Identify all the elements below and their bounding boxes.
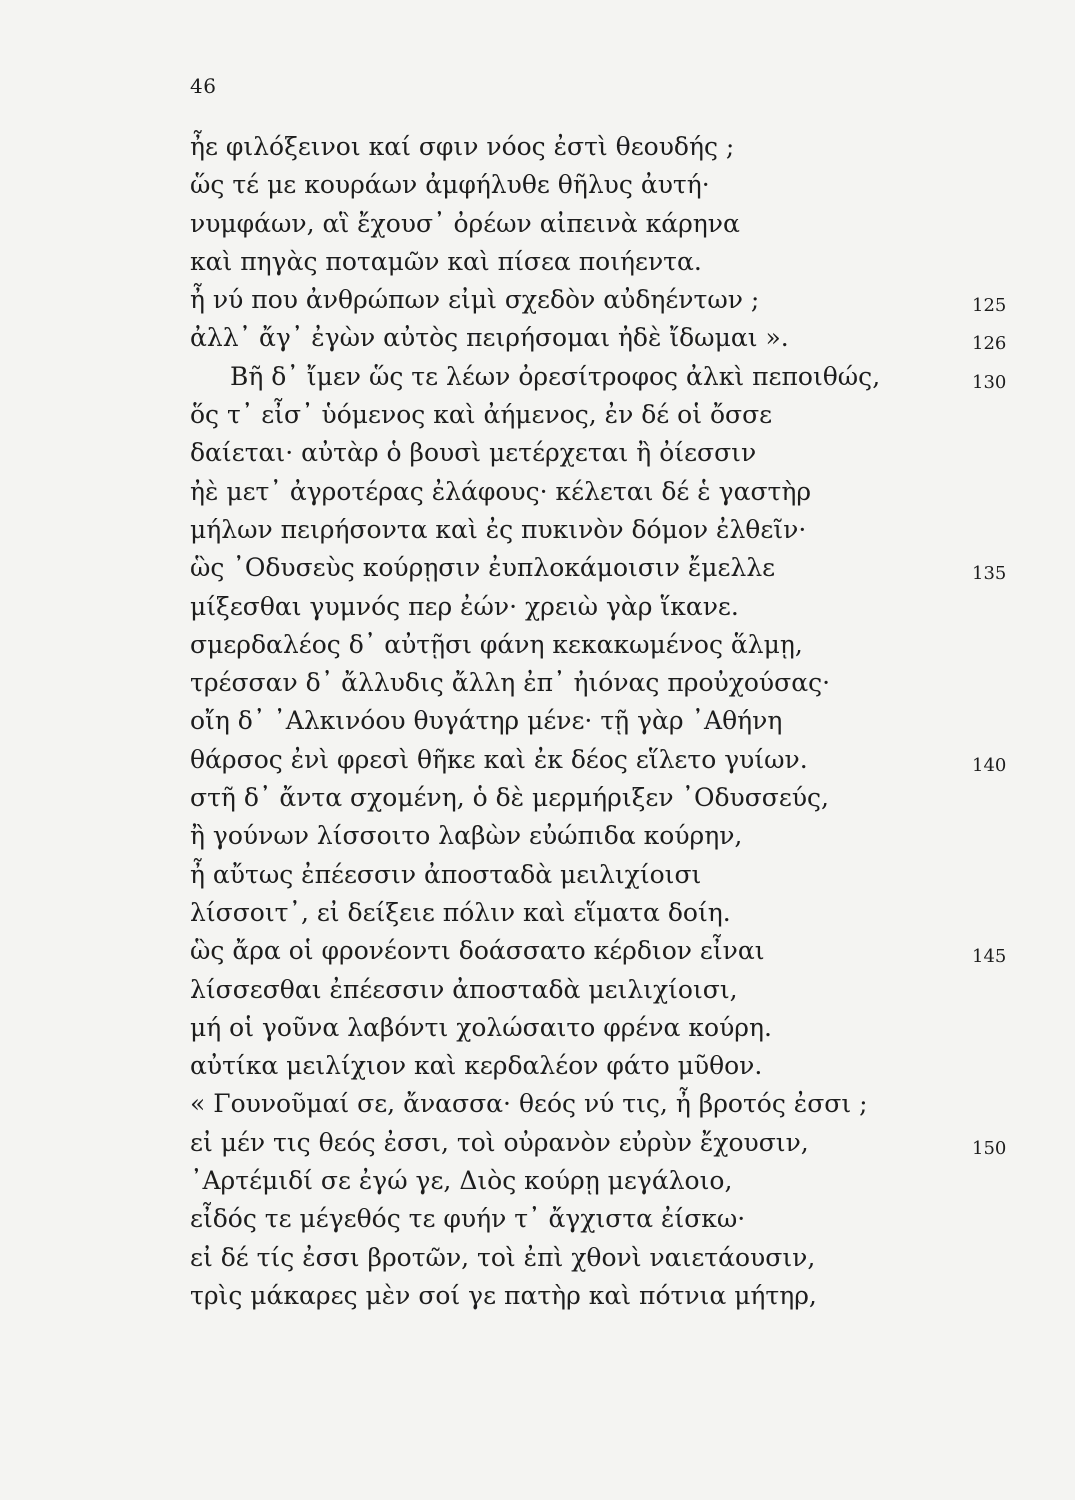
verse-text: λίσσοιτ᾽, εἰ δείξειε πόλιν καὶ εἵματα δοίη. [190, 897, 731, 927]
verse-line [190, 166, 1030, 204]
verse-text: Βῆ δ᾽ ἴμεν ὥς τε λέων ὀρεσίτροφος ἀλκὶ πεποιθώς, [230, 361, 881, 391]
verse-line [190, 281, 1030, 319]
verse-text: « Γουνοῦμαί σε, ἄνασσα· θεός νύ τις, ἦ βροτός ἐσσι ; [190, 1089, 868, 1119]
verse-text: καὶ πηγὰς ποταμῶν καὶ πίσεα ποιήεντα. [190, 246, 702, 276]
verse-line [190, 971, 1030, 1009]
verse-line [190, 358, 1030, 396]
verse-line [190, 779, 1030, 817]
verse-text: θάρσος ἐνὶ φρεσὶ θῆκε καὶ ἐκ δέος εἵλετο γυίων. [190, 744, 808, 774]
verse-line [190, 205, 1030, 243]
verse-line [190, 1009, 1030, 1047]
verse-text: ἦ νύ που ἀνθρώπων εἰμὶ σχεδὸν αὐδηέντων ; [190, 285, 760, 315]
line-number: 126 [972, 333, 1007, 355]
verse-line [190, 664, 1030, 702]
verse-line [190, 856, 1030, 894]
verse-text: εἶδός τε μέγεθός τε φυήν τ᾽ ἄγχιστα ἐίσκω· [190, 1204, 746, 1234]
verse-text: ὣς ἄρα οἱ φρονέοντι δοάσσατο κέρδιον εἶναι [190, 936, 765, 966]
verse-text: ἦε φιλόξεινοι καί σφιν νόος ἐστὶ θεουδής ; [190, 132, 735, 161]
verse-line [190, 473, 1030, 511]
verse-text: ὣς ᾽Οδυσεὺς κούρῃσιν ἐυπλοκάμοισιν ἔμελλε [190, 553, 776, 583]
verse-text: αὐτίκα μειλίχιον καὶ κερδαλέον φάτο μῦθον. [190, 1051, 763, 1081]
verse-line [190, 1277, 1030, 1315]
verse-line [190, 434, 1030, 472]
verse-text: ἢ γούνων λίσσοιτο λαβὼν εὐώπιδα κούρην, [190, 821, 743, 851]
verse-text: ᾽Αρτέμιδί σε ἐγώ γε, Διὸς κούρῃ μεγάλοιο, [190, 1166, 733, 1196]
verse-line [190, 511, 1030, 549]
line-number: 140 [972, 754, 1007, 776]
verse-text: οἴη δ᾽ ᾽Αλκινόου θυγάτηρ μένε· τῇ γὰρ ᾽Αθήνη [190, 706, 783, 736]
verse-block [190, 128, 1030, 1315]
verse-text: στῆ δ᾽ ἄντα σχομένη, ὁ δὲ μερμήριξεν ᾽Οδυσσεύς, [190, 783, 829, 813]
verse-line [190, 702, 1030, 740]
verse-text: εἰ δέ τίς ἐσσι βροτῶν, τοὶ ἐπὶ χθονὶ ναιετάουσιν, [190, 1242, 816, 1272]
verse-line [190, 1239, 1030, 1277]
verse-line [190, 319, 1030, 357]
verse-text: ἠὲ μετ᾽ ἀγροτέρας ἐλάφους· κέλεται δέ ἑ γαστὴρ [190, 476, 812, 506]
line-number: 130 [972, 371, 1007, 393]
page-number: 46 [190, 74, 217, 98]
verse-line [190, 741, 1030, 779]
verse-line [190, 243, 1030, 281]
verse-text: τρὶς μάκαρες μὲν σοί γε πατὴρ καὶ πότνια μήτηρ, [190, 1280, 817, 1310]
verse-line [190, 128, 1030, 166]
verse-line [190, 626, 1030, 664]
verse-line [190, 549, 1030, 587]
verse-text: μήλων πειρήσοντα καὶ ἐς πυκινὸν δόμον ἐλθεῖν· [190, 514, 807, 544]
verse-line [190, 1124, 1030, 1162]
verse-line [190, 1162, 1030, 1200]
verse-text: σμερδαλέος δ᾽ αὐτῇσι φάνη κεκακωμένος ἅλμῃ, [190, 629, 803, 659]
verse-line [190, 1047, 1030, 1085]
verse-text: μίξεσθαι γυμνός περ ἐών· χρειὼ γὰρ ἵκανε. [190, 591, 739, 621]
verse-text: λίσσεσθαι ἐπέεσσιν ἀποσταδὰ μειλιχίοισι, [190, 974, 738, 1004]
verse-line [190, 396, 1030, 434]
verse-line [190, 817, 1030, 855]
verse-text: ἦ αὔτως ἐπέεσσιν ἀποσταδὰ μειλιχίοισι [190, 859, 702, 889]
verse-line [190, 932, 1030, 970]
verse-line [190, 1085, 1030, 1123]
line-number: 135 [972, 563, 1007, 585]
verse-line [190, 588, 1030, 626]
verse-text: νυμφάων, αἳ ἔχουσ᾽ ὀρέων αἰπεινὰ κάρηνα [190, 208, 740, 238]
verse-text: ἀλλ᾽ ἄγ᾽ ἐγὼν αὐτὸς πειρήσομαι ἠδὲ ἴδωμαι ». [190, 323, 789, 353]
verse-text: μή οἱ γοῦνα λαβόντι χολώσαιτο φρένα κούρη. [190, 1012, 772, 1042]
verse-text: δαίεται· αὐτὰρ ὁ βουσὶ μετέρχεται ἢ ὀίεσσιν [190, 438, 757, 468]
verse-line [190, 1200, 1030, 1238]
verse-text: εἰ μέν τις θεός ἐσσι, τοὶ οὐρανὸν εὐρὺν ἔχουσιν, [190, 1127, 809, 1157]
verse-text: τρέσσαν δ᾽ ἄλλυδις ἄλλη ἐπ᾽ ἠιόνας προὐχούσας· [190, 668, 831, 698]
verse-line [190, 894, 1030, 932]
verse-text: ὅς τ᾽ εἶσ᾽ ὑόμενος καὶ ἀήμενος, ἐν δέ οἱ ὄσσε [190, 400, 773, 430]
line-number: 150 [972, 1137, 1007, 1159]
verse-text: ὥς τέ με κουράων ἀμφήλυθε θῆλυς ἀυτή· [190, 170, 710, 200]
line-number: 125 [972, 295, 1007, 317]
line-number: 145 [972, 946, 1007, 968]
